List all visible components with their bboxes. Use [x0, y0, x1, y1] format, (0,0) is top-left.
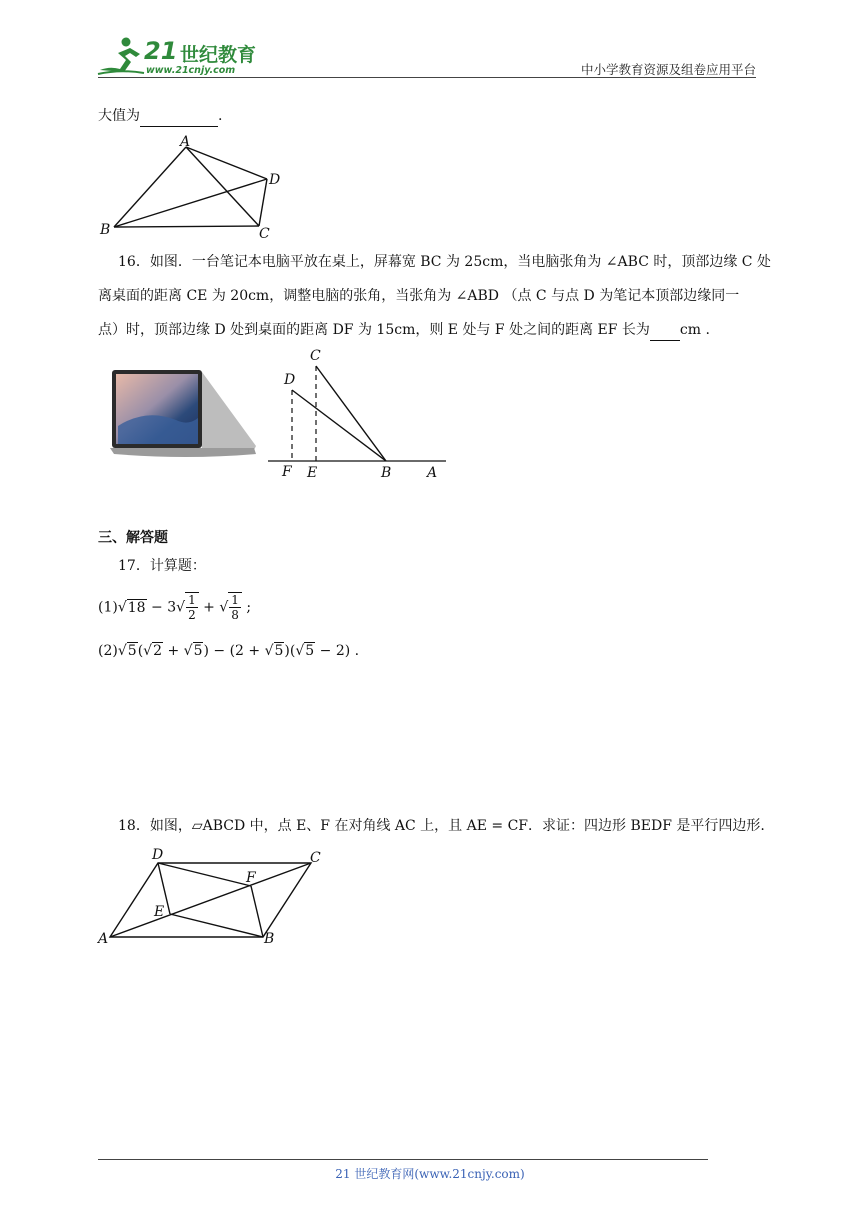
logo-url: www.21cnjy.com: [146, 65, 236, 76]
q15-tail-text: 大值为: [98, 108, 140, 124]
header-platform-text: 中小学教育资源及组卷应用平台: [580, 62, 756, 77]
label-e: E: [154, 904, 165, 920]
q17-part2-label: (2): [98, 643, 118, 659]
footer-text: 21 世纪教育网(www.21cnjy.com): [335, 1167, 525, 1181]
label-b: B: [381, 465, 392, 481]
label-c: C: [310, 348, 321, 364]
label-b: B: [100, 222, 111, 238]
label-e: E: [307, 465, 318, 481]
segment-cb: [316, 366, 386, 461]
label-d: D: [152, 847, 164, 863]
segment-bd: [114, 179, 267, 227]
label-c: C: [310, 850, 321, 866]
segment-ac: [186, 147, 259, 226]
segment-df: [158, 863, 251, 886]
q17-title: 17．计算题：: [118, 558, 206, 574]
segment-eb: [170, 914, 263, 937]
logo-number: 21: [144, 37, 178, 65]
figure-16: [264, 344, 454, 482]
q17-part2: (2)√5(√2 + √5) − (2 + √5)(√5 − 2) .: [98, 643, 360, 659]
q15-tail-end: .: [218, 108, 223, 124]
q15-tail: [98, 106, 222, 127]
figure-18: [96, 846, 336, 946]
label-f: F: [246, 870, 256, 886]
figure-15: [96, 134, 296, 242]
answer-blank: [140, 106, 218, 127]
label-a: A: [98, 931, 109, 946]
laptop-base: [110, 448, 256, 457]
label-a: A: [427, 465, 438, 481]
label-f: F: [282, 464, 292, 480]
footer-divider: [98, 1159, 708, 1160]
segment-bc: [114, 226, 259, 227]
segment-dc: [259, 179, 267, 226]
label-a: A: [180, 134, 191, 150]
logo-text: 世纪教育: [180, 44, 257, 66]
q16-unit: cm .: [679, 322, 710, 338]
label-c: C: [259, 226, 270, 242]
q16-line3: [98, 320, 710, 341]
label-d: D: [284, 372, 296, 388]
segment-ad: [186, 147, 267, 179]
q17-part1: (1)√18 − 3√ $\frac{1}{2}$ + √ $\frac{1}{8}$ ;: [98, 593, 252, 622]
q18-text: 18．如图，▱ABCD 中，点 E、F 在对角线 AC 上，且 AE = CF．求证：四边形 BEDF 是平行四边形.: [118, 818, 765, 834]
section-title: 三、解答题: [98, 530, 168, 546]
segment-db: [292, 390, 386, 461]
label-d: D: [269, 172, 281, 188]
runner-logo-icon: [96, 36, 148, 76]
segment-fb: [251, 886, 263, 937]
header-divider: [98, 77, 756, 78]
label-b: B: [264, 931, 275, 946]
diagonal-ac: [110, 863, 311, 937]
q16-line1: 16．如图．一台笔记本电脑平放在桌上，屏幕宽 BC 为 25cm，当电脑张角为 ∠ABC 时，顶部边缘 C 处: [118, 254, 771, 270]
q17-part1-label: (1): [98, 599, 118, 616]
answer-blank: [650, 320, 680, 341]
q16-line2: 离桌面的距离 CE 为 20cm，调整电脑的张角，当张角为 ∠ABD （点 C 与点 D 为笔记本顶部边缘同一: [98, 288, 740, 304]
laptop-image: [106, 368, 256, 464]
laptop-lid-side: [202, 372, 256, 450]
q16-line3-text: 点）时，顶部边缘 D 处到桌面的距离 DF 为 15cm，则 E 处与 F 处之间的距离 EF 长为: [98, 322, 650, 338]
